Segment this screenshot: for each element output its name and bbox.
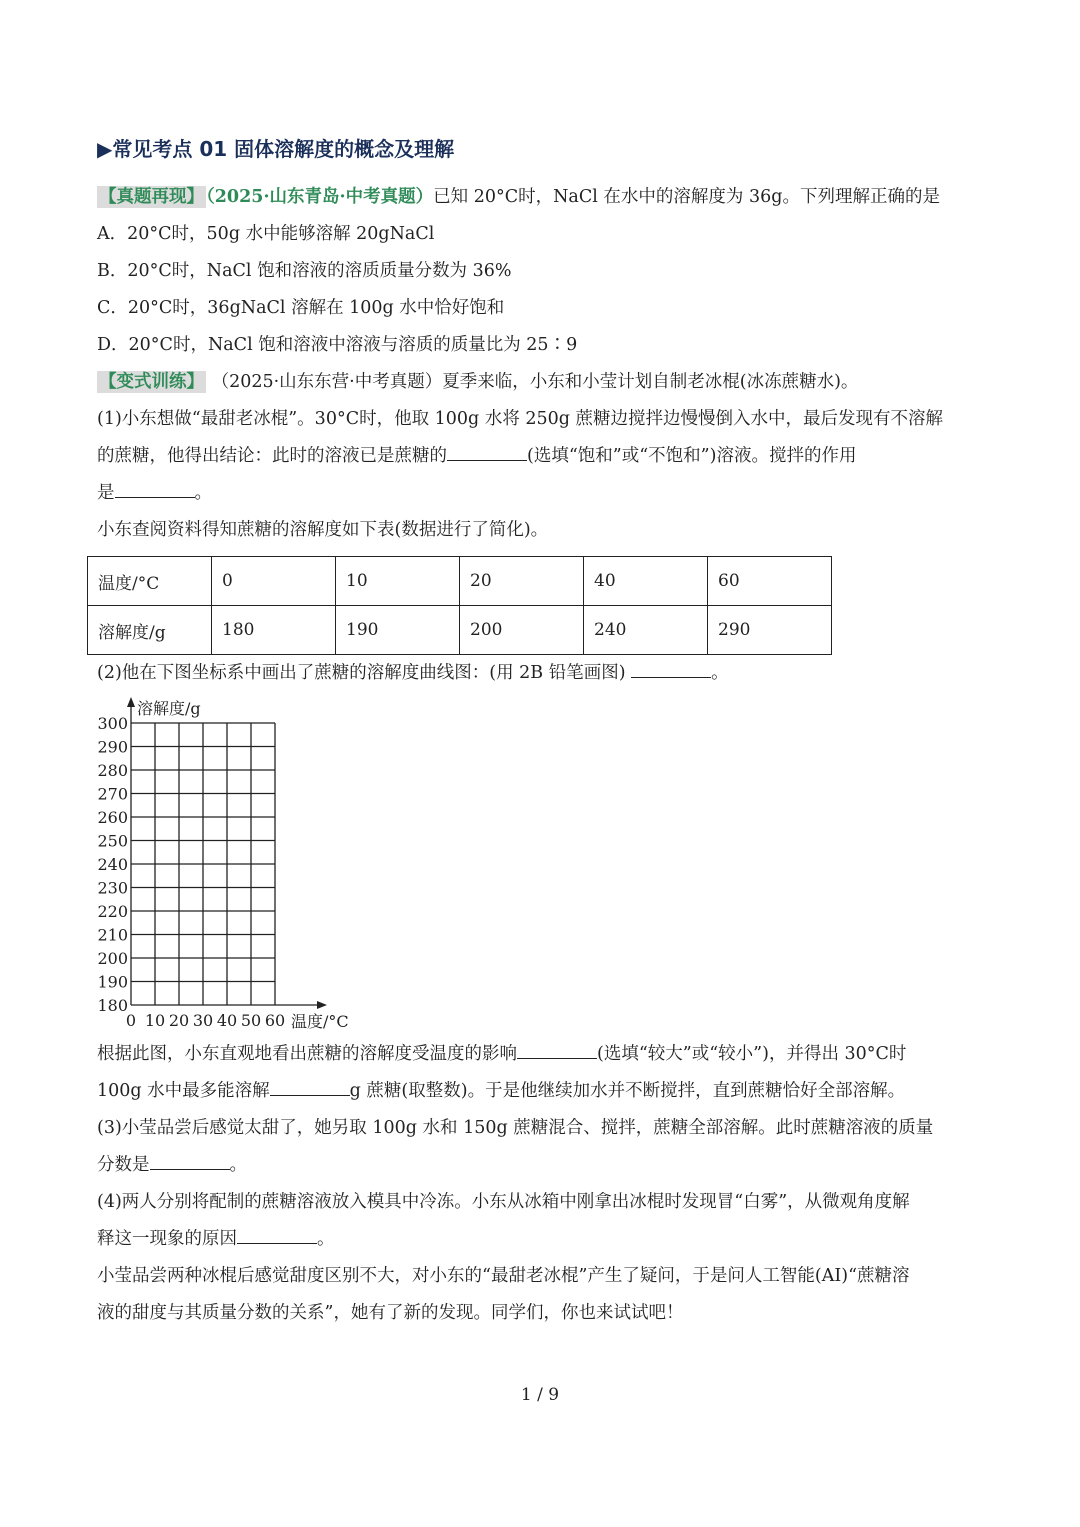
cell: 温度/°C <box>88 557 212 606</box>
tag-real-exam: 【真题再现】 <box>99 187 204 207</box>
text: 。 <box>711 663 729 683</box>
x-tick-label: 30 <box>192 1011 214 1030</box>
answer-blank[interactable] <box>447 444 527 461</box>
part-1-line-1: (1)小东想做“最甜老冰棍”。30°C时，他取 100g 水将 250g 蔗糖边搅拌边慢慢倒入水中，最后发现有不溶解 <box>97 409 944 429</box>
text: (2)他在下图坐标系中画出了蔗糖的溶解度曲线图：(用 2B 铅笔画图) <box>97 663 626 683</box>
table-row <box>88 557 832 606</box>
part-3-line-1: (3)小莹品尝后感觉太甜了，她另取 100g 水和 150g 蔗糖混合、搅拌，蔗糖全部溶解。此时蔗糖溶液的质量 <box>97 1118 934 1138</box>
cell: 60 <box>708 557 832 606</box>
answer-blank[interactable] <box>237 1227 317 1244</box>
y-tick-label: 230 <box>97 878 128 898</box>
y-tick-label: 270 <box>97 784 128 804</box>
x-tick-label: 10 <box>144 1011 166 1030</box>
source: （2025·山东青岛·中考真题） <box>206 187 434 207</box>
cell: 20 <box>460 557 584 606</box>
option-a: A．20°C时，50g 水中能够溶解 20gNaCl <box>97 224 435 244</box>
x-tick-label: 60 <box>264 1011 286 1030</box>
table-row <box>88 606 832 655</box>
cell: 180 <box>212 606 336 655</box>
cell: 10 <box>336 557 460 606</box>
part-2-line-2 <box>97 1042 906 1066</box>
question-2-stem <box>97 370 858 394</box>
cell: 溶解度/g <box>88 606 212 655</box>
cell: 240 <box>584 606 708 655</box>
closing-line-1: 小莹品尝两种冰棍后感觉甜度区别不大，对小东的“最甜老冰棍”产生了疑问，于是问人工智能(AI)“蔗糖溶 <box>97 1266 910 1286</box>
tag-variant: 【变式训练】 <box>99 372 204 392</box>
y-tick-label: 300 <box>97 714 128 733</box>
text: 分数是 <box>97 1155 150 1175</box>
cell: 200 <box>460 606 584 655</box>
cell: 40 <box>584 557 708 606</box>
y-tick-label: 250 <box>97 831 128 851</box>
y-axis-label: 溶解度/g <box>137 699 201 718</box>
solubility-table <box>87 556 832 655</box>
stem-text: 已知 20°C时，NaCl 在水中的溶解度为 36g。下列理解正确的是 <box>433 187 940 207</box>
part-1-line-2 <box>97 444 856 468</box>
part-2-line-3 <box>97 1079 905 1103</box>
table-intro: 小东查阅资料得知蔗糖的溶解度如下表(数据进行了简化)。 <box>97 520 549 540</box>
x-tick-label: 40 <box>216 1011 238 1030</box>
question-1-stem <box>97 185 940 209</box>
y-tick-label: 210 <box>97 925 128 945</box>
option-d: D．20°C时，NaCl 饱和溶液中溶液与溶质的质量比为 25∶9 <box>97 335 578 355</box>
text: (选填“较大”或“较小”)，并得出 30°C时 <box>597 1044 907 1064</box>
answer-blank[interactable] <box>150 1153 230 1170</box>
closing-line-2: 液的甜度与其质量分数的关系”，她有了新的发现。同学们，你也来试试吧！ <box>97 1303 684 1323</box>
text: (选填“饱和”或“不饱和”)溶液。搅拌的作用 <box>527 446 857 466</box>
y-tick-label: 290 <box>97 737 128 757</box>
x-axis-label: 温度/°C <box>291 1012 349 1031</box>
y-tick-label: 200 <box>97 949 128 968</box>
x-tick-label: 0 <box>125 1011 137 1030</box>
answer-blank[interactable] <box>115 481 195 498</box>
answer-blank[interactable] <box>270 1079 350 1096</box>
page-number: 1 / 9 <box>520 1385 560 1405</box>
part-3-line-2 <box>97 1153 247 1177</box>
part-1-line-3 <box>97 481 212 505</box>
y-tick-label: 220 <box>97 902 128 921</box>
x-tick-label: 20 <box>168 1011 190 1030</box>
y-tick-label: 260 <box>97 808 128 827</box>
y-tick-label: 180 <box>97 996 128 1015</box>
text: g 蔗糖(取整数)。于是他继续加水并不断搅拌，直到蔗糖恰好全部溶解。 <box>349 1081 906 1101</box>
text: 根据此图，小东直观地看出蔗糖的溶解度受温度的影响 <box>97 1044 517 1064</box>
option-b: B．20°C时，NaCl 饱和溶液的溶质质量分数为 36% <box>97 261 512 281</box>
part-4-line-1: (4)两人分别将配制的蔗糖溶液放入模具中冷冻。小东从冰箱中刚拿出冰棍时发现冒“白雾”，从微观角度解 <box>97 1192 910 1212</box>
section-heading: ▶常见考点 01 固体溶解度的概念及理解 <box>97 137 455 161</box>
text: 的蔗糖，他得出结论：此时的溶液已是蔗糖的 <box>97 446 447 466</box>
y-tick-label: 280 <box>97 761 128 780</box>
answer-blank[interactable] <box>517 1042 597 1059</box>
cell: 290 <box>708 606 832 655</box>
text: 是 <box>97 483 115 503</box>
text: 释这一现象的原因 <box>97 1229 237 1249</box>
x-tick-label: 50 <box>240 1011 262 1030</box>
text: 100g 水中最多能溶解 <box>97 1081 270 1101</box>
text: 。 <box>229 1155 247 1175</box>
y-axis-arrow <box>127 697 135 707</box>
text: 。 <box>317 1229 335 1249</box>
stem-text: （2025·山东东营·中考真题）夏季来临，小东和小莹计划自制老冰棍(冰冻蔗糖水)。 <box>211 372 859 392</box>
x-axis-arrow <box>317 1001 327 1009</box>
cell: 190 <box>336 606 460 655</box>
solubility-grid-chart[interactable] <box>90 695 370 1040</box>
y-tick-label: 190 <box>97 972 128 992</box>
y-tick-label: 240 <box>97 855 128 874</box>
part-2-line <box>97 661 729 685</box>
part-4-line-2 <box>97 1227 335 1251</box>
cell: 0 <box>212 557 336 606</box>
text: 。 <box>194 483 212 503</box>
answer-blank[interactable] <box>631 661 711 678</box>
option-c: C．20°C时，36gNaCl 溶解在 100g 水中恰好饱和 <box>97 298 505 318</box>
